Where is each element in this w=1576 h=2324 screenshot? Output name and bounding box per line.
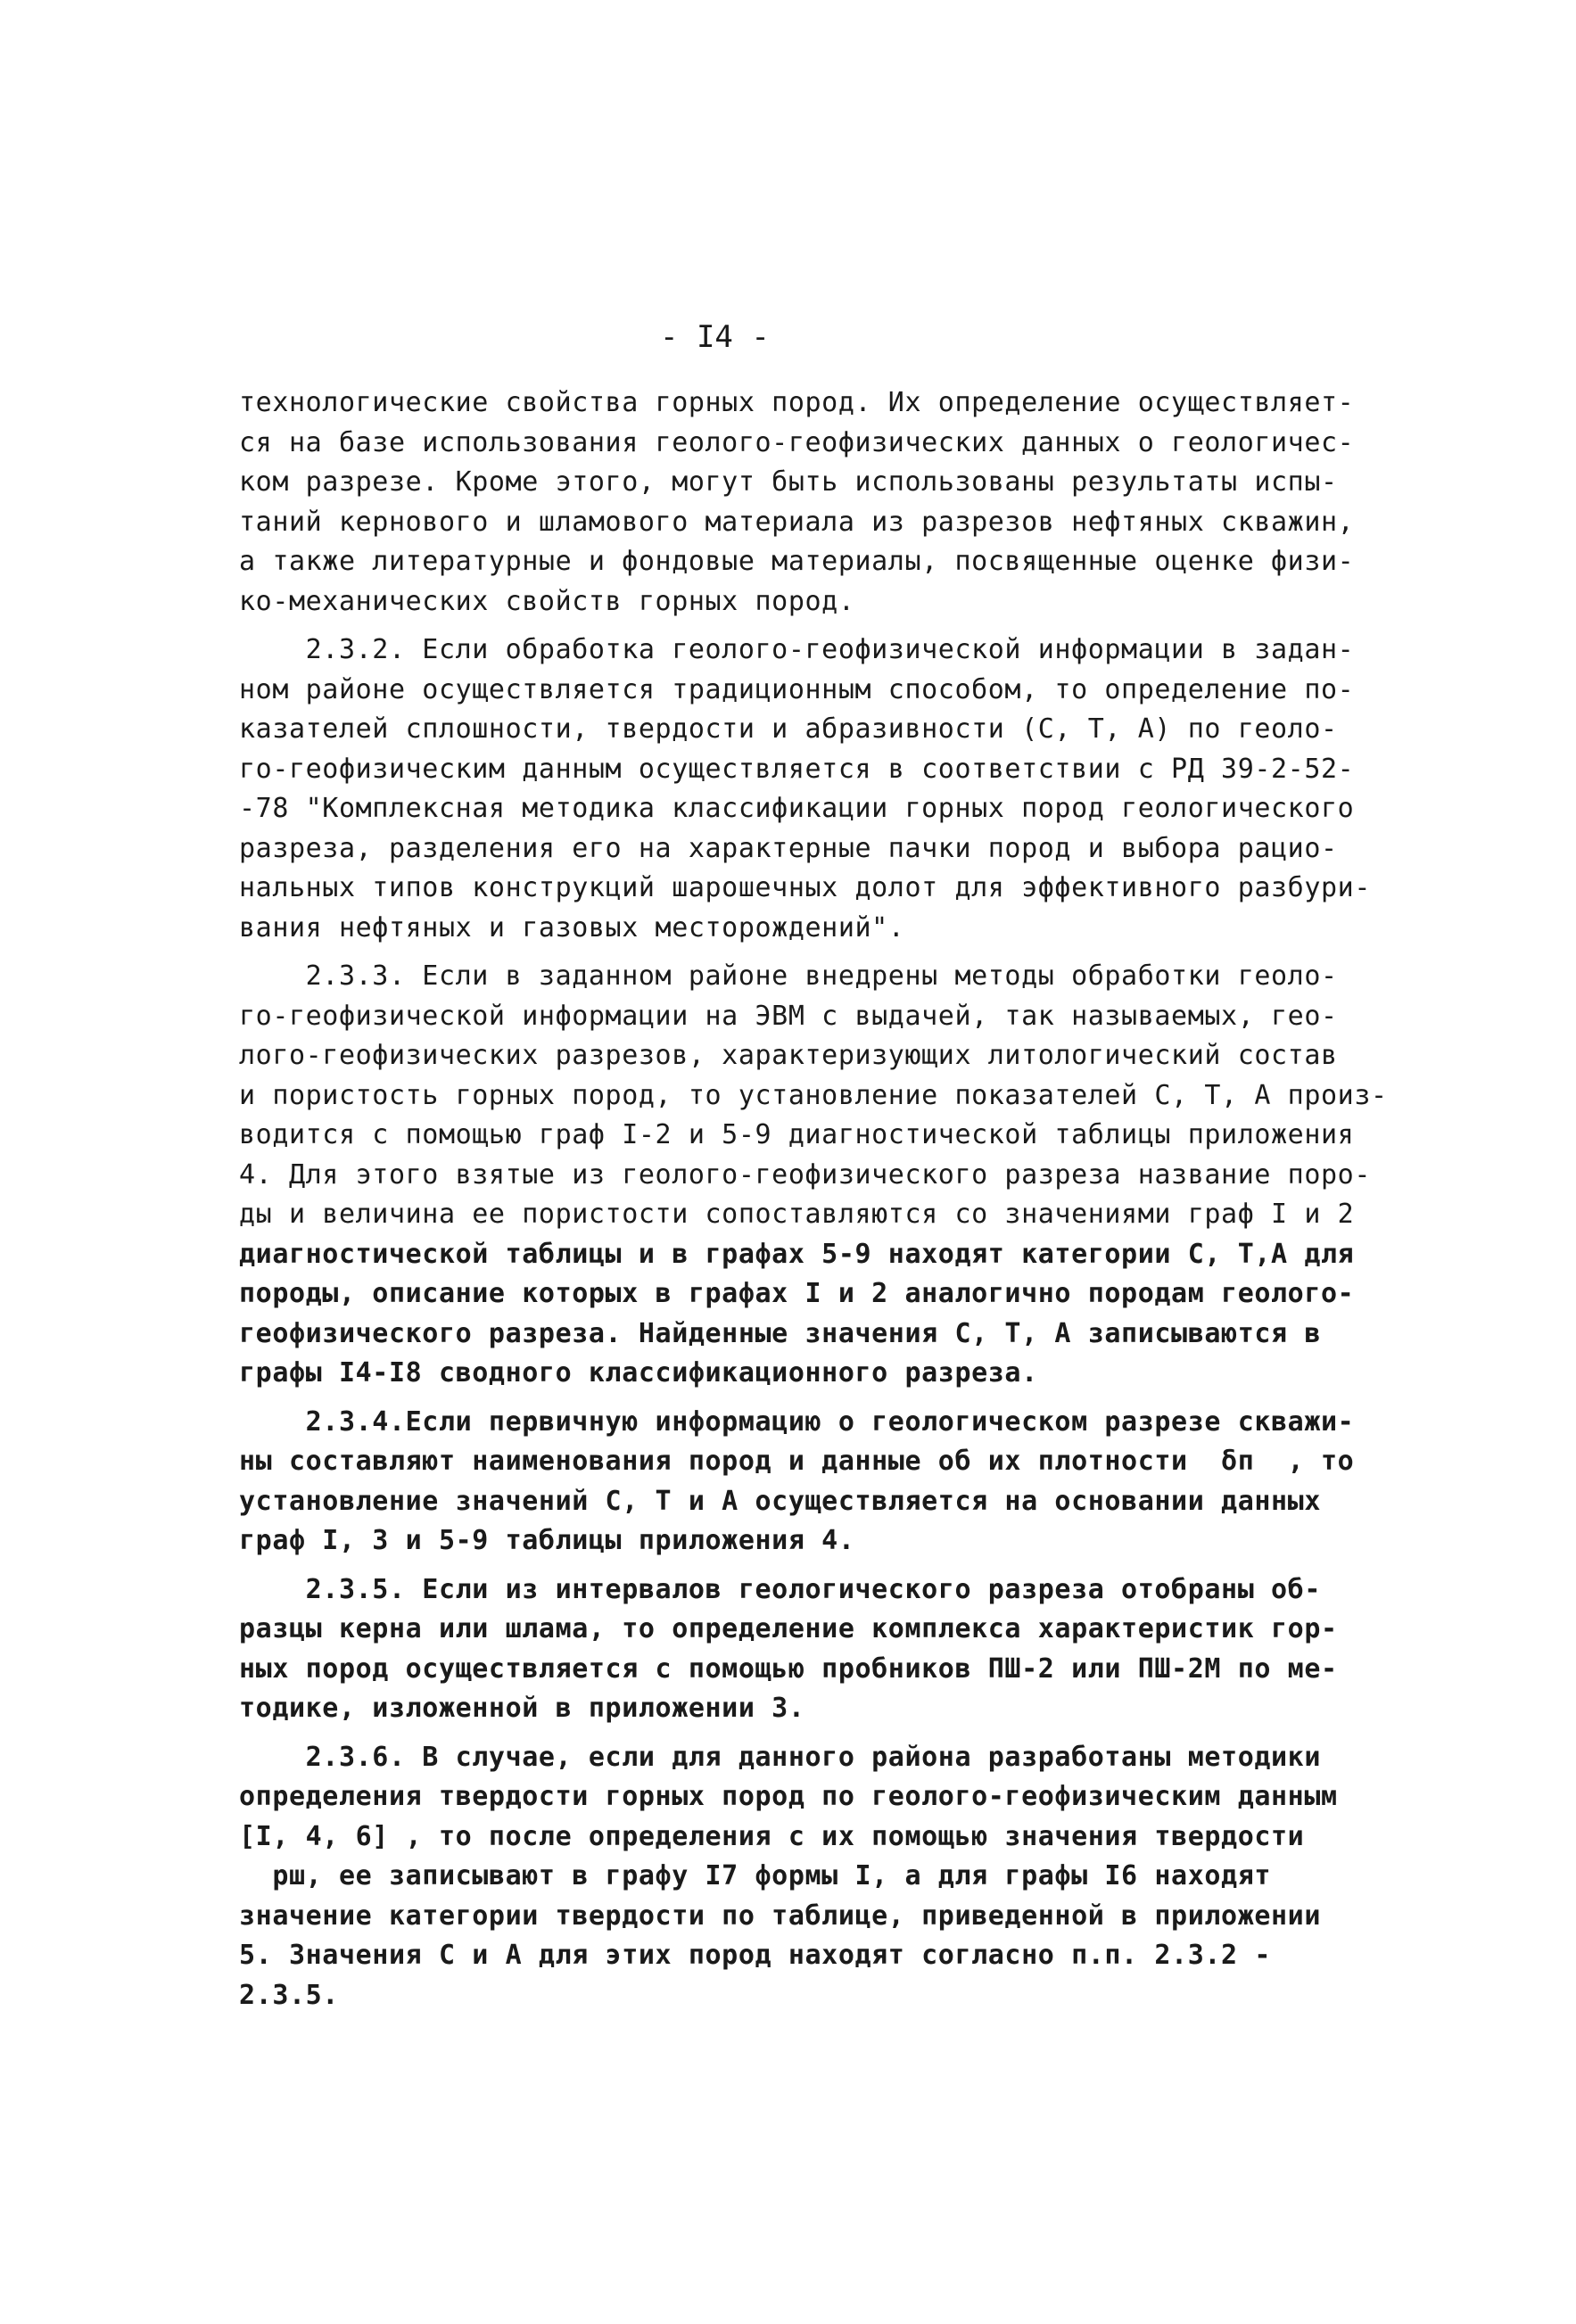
text-line: 2.3.2. Если обработка геолого-геофизической информации в задан- xyxy=(239,634,1355,665)
text-line: ных пород осуществляется с помощью пробников ПШ-2 или ПШ-2М по ме- xyxy=(239,1652,1338,1685)
text-line: а также литературные и фондовые материалы, посвященные оценке физи- xyxy=(239,546,1355,577)
text-line: тодике, изложенной в приложении 3. xyxy=(239,1693,805,1724)
text-line: технологические свойства горных пород. Их определение осуществляет- xyxy=(239,387,1355,418)
text-line: определения твердости горных пород по геолого-геофизическим данным xyxy=(239,1781,1338,1812)
text-line: ко-механических свойств горных пород. xyxy=(239,585,855,617)
paragraph-2-3-2 xyxy=(239,630,1407,948)
text-line: ны составляют наименования пород и данные об их плотности δп , то xyxy=(239,1446,1355,1477)
text-line: графы I4-I8 сводного классификационного разреза. xyxy=(239,1357,1038,1389)
text-line: нальных типов конструкций шарошечных долот для эффективного разбури- xyxy=(239,872,1371,903)
paragraph-1 xyxy=(239,383,1407,622)
text-line: 2.3.4.Если первичную информацию о геологическом разрезе скважи- xyxy=(239,1405,1355,1438)
text-line: -78 "Комплексная методика классификации горных пород геологического xyxy=(239,793,1355,824)
page-number: - I4 - xyxy=(660,319,770,355)
paragraph-2-3-4 xyxy=(239,1403,1407,1562)
text-line: го-геофизической информации на ЭВМ с выдачей, так называемых, гео- xyxy=(239,1000,1338,1032)
document-body xyxy=(239,383,1407,2015)
text-line: 2.3.3. Если в заданном районе внедрены методы обработки геоло- xyxy=(239,960,1338,992)
text-line: геофизического разреза. Найденные значения С, Т, А записываются в xyxy=(239,1317,1321,1349)
text-line: го-геофизическим данным осуществляется в соответствии с РД 39-2-52- xyxy=(239,753,1355,785)
text-line: значение категории твердости по таблице, приведенной в приложении xyxy=(239,1900,1321,1932)
paragraph-2-3-5 xyxy=(239,1570,1407,1729)
text-line: 2.3.5. Если из интервалов геологического разреза отобраны об- xyxy=(239,1573,1321,1605)
text-line: ком разрезе. Кроме этого, могут быть использованы результаты испы- xyxy=(239,466,1338,498)
text-line: лого-геофизических разрезов, характеризующих литологический состав xyxy=(239,1040,1338,1071)
text-line: ды и величина ее пористости сопоставляются со значениями граф I и 2 xyxy=(239,1199,1355,1230)
paragraph-2-3-6 xyxy=(239,1738,1407,2016)
text-line: [I, 4, 6] , то после определения с их помощью значения твердости xyxy=(239,1820,1305,1852)
text-line: вания нефтяных и газовых месторождений". xyxy=(239,911,905,944)
text-line: разреза, разделения его на характерные пачки пород и выбора рацио- xyxy=(239,832,1338,864)
text-line: ном районе осуществляется традиционным способом, то определение по- xyxy=(239,673,1355,705)
text-line: pш, ее записывают в графу I7 формы I, а для графы I6 находят xyxy=(239,1860,1272,1891)
text-line: граф I, 3 и 5-9 таблицы приложения 4. xyxy=(239,1525,855,1556)
text-line: диагностической таблицы и в графах 5-9 находят категории С, Т,А для xyxy=(239,1238,1355,1270)
text-line: водится с помощью граф I-2 и 5-9 диагностической таблицы приложения xyxy=(239,1119,1355,1150)
text-line: казателей сплошности, твердости и абразивности (С, Т, А) по геоло- xyxy=(239,713,1338,745)
text-line: 2.3.5. xyxy=(239,1979,339,2011)
text-line: и пористость горных пород, то установление показателей С, Т, А произ- xyxy=(239,1079,1388,1111)
text-line: ся на базе использования геолого-геофизических данных о геологичес- xyxy=(239,426,1355,458)
text-line: 5. Значения С и А для этих пород находят согласно п.п. 2.3.2 - xyxy=(239,1940,1272,1971)
text-line: таний кернового и шламового материала из разрезов нефтяных скважин, xyxy=(239,506,1355,538)
text-line: 4. Для этого взятые из геолого-геофизического разреза название поро- xyxy=(239,1158,1371,1191)
text-line: 2.3.6. В случае, если для данного района разработаны методики xyxy=(239,1741,1321,1773)
text-line: установление значений С, Т и А осуществляется на основании данных xyxy=(239,1485,1321,1517)
paragraph-2-3-3 xyxy=(239,957,1407,1394)
text-line: разцы керна или шлама, то определение комплекса характеристик гор- xyxy=(239,1613,1338,1644)
text-line: породы, описание которых в графах I и 2 аналогично породам геолого- xyxy=(239,1278,1355,1309)
